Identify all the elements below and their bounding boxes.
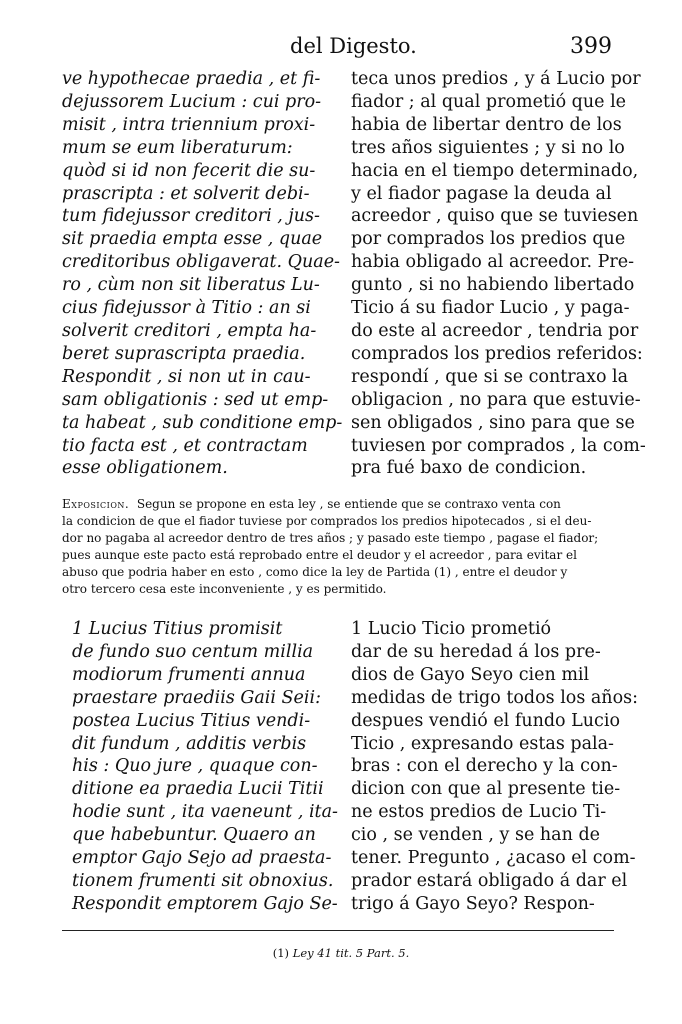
spanish-line: comprados los predios referidos: <box>351 343 643 364</box>
exposicion-first-line <box>62 496 620 513</box>
spanish-line: cio , se venden , y se han de <box>351 825 600 846</box>
spanish-line: prador estará obligado á dar el <box>351 870 628 891</box>
latin-line: ta habeat , sub conditione emp- <box>62 412 343 433</box>
latin-line: dit fundum , additis verbis <box>72 733 307 754</box>
latin-line: ditione ea praedia Lucii Titii <box>72 779 324 800</box>
latin-line: his : Quo jure , quaque con- <box>72 756 318 777</box>
exposicion-line: otro tercero cesa este inconveniente , y es permitido. <box>62 582 387 596</box>
spanish-line: dar de su heredad á los pre- <box>351 641 601 662</box>
footnote-divider <box>62 930 614 931</box>
exposicion-text: Segun se propone en esta ley , se entiende que se contraxo venta con <box>136 497 561 511</box>
spanish-line: bras : con el derecho y la con- <box>351 756 618 777</box>
spanish-line: ne estos predios de Lucio Ti- <box>351 802 607 823</box>
latin-line: ve hypothecae praedia , et fi- <box>62 69 321 89</box>
running-title: del Digesto. <box>290 34 417 58</box>
spanish-line: pra fué baxo de condicion. <box>351 458 587 479</box>
spanish-column-bottom <box>351 618 638 916</box>
spanish-line: y el fiador pagase la deuda al <box>351 183 612 204</box>
spanish-line: habia de libertar dentro de los <box>351 114 622 135</box>
spanish-line: Ticio á su fiador Lucio , y paga- <box>351 298 630 319</box>
latin-line: mum se eum liberaturum: <box>62 137 293 158</box>
spanish-line: medidas de trigo todos los años: <box>351 687 638 708</box>
spanish-line: sen obligados , sino para que se <box>351 412 635 433</box>
spanish-line: respondí , que si se contraxo la <box>351 366 629 387</box>
latin-line: sit praedia empta esse , quae <box>62 229 323 250</box>
latin-line: de fundo suo centum millia <box>72 641 314 662</box>
latin-line: modiorum frumenti annua <box>72 664 306 685</box>
spanish-line: teca unos predios , y á Lucio por <box>351 69 641 89</box>
latin-line: tum fidejussor creditori , jus- <box>62 206 320 227</box>
latin-line: solverit creditori , empta ha- <box>62 320 317 341</box>
latin-column-bottom <box>72 618 338 916</box>
spanish-line: obligacion , no para que estuvie- <box>351 389 641 410</box>
spanish-line: tres años siguientes ; y si no lo <box>351 137 625 158</box>
page-number: 399 <box>570 34 612 59</box>
latin-line: sam obligationis : sed ut emp- <box>62 389 329 410</box>
spanish-line: do este al acreedor , tendria por <box>351 320 639 341</box>
latin-line: quòd si id non fecerit die su- <box>62 160 316 181</box>
latin-line: que habebuntur. Quaero an <box>72 825 316 846</box>
footnote-text: Ley 41 tit. 5 Part. 5. <box>292 946 410 960</box>
latin-line: cius fidejussor à Titio : an si <box>62 298 311 319</box>
exposicion-line: abuso que podria haber en esto , como dice la ley de Partida (1) , entre el deudor y <box>62 565 568 579</box>
spanish-line: dios de Gayo Seyo cien mil <box>351 664 590 685</box>
latin-line: esse obligationem. <box>62 458 228 479</box>
spanish-line: acreedor , quiso que se tuviesen <box>351 206 639 227</box>
spanish-line: fiador ; al qual prometió que le <box>351 91 627 112</box>
latin-line: ro , cùm non sit liberatus Lu- <box>62 275 320 296</box>
spanish-line: hacia en el tiempo determinado, <box>351 160 639 181</box>
latin-line: tionem frumenti sit obnoxius. <box>72 870 334 891</box>
latin-line: tio facta est , et contractam <box>62 435 308 456</box>
spanish-line: por comprados los predios que <box>351 229 626 250</box>
spanish-line: trigo á Gayo Seyo? Respon- <box>351 893 595 914</box>
footnote-marker: (1) <box>272 946 290 960</box>
exposicion-line: la condicion de que el fiador tuviese por comprados los predios hipotecados , si el deu- <box>62 514 592 528</box>
latin-line: Respondit emptorem Gajo Se- <box>72 893 338 914</box>
spanish-line: habia obligado al acreedor. Pre- <box>351 252 634 273</box>
latin-line: dejussorem Lucium : cui pro- <box>62 91 322 112</box>
exposicion-line: dor no pagaba al acreedor dentro de tres años ; y pasado este tiempo , pagase el fiador; <box>62 531 599 545</box>
footnote <box>0 946 682 960</box>
spanish-column-top <box>351 68 646 480</box>
exposicion-line: pues aunque este pacto está reprobado entre el deudor y el acreedor , para evitar el <box>62 548 577 562</box>
spanish-line: gunto , si no habiendo libertado <box>351 275 635 296</box>
exposicion-commentary <box>62 496 620 598</box>
spanish-line: Ticio , expresando estas pala- <box>351 733 614 754</box>
latin-line: 1 Lucius Titius promisit <box>72 619 283 639</box>
latin-line: Respondit , si non ut in cau- <box>62 366 311 387</box>
spanish-line: despues vendió el fundo Lucio <box>351 710 620 731</box>
latin-line: emptor Gajo Sejo ad praesta- <box>72 848 332 869</box>
latin-line: hodie sunt , ita vaeneunt , ita- <box>72 802 338 823</box>
spanish-line: 1 Lucio Ticio prometió <box>351 619 552 639</box>
exposicion-label: Exposicion. <box>62 497 130 511</box>
latin-line: postea Lucius Titius vendi- <box>72 710 311 731</box>
latin-line: beret suprascripta praedia. <box>62 343 306 364</box>
spanish-line: tener. Pregunto , ¿acaso el com- <box>351 848 636 869</box>
spanish-line: tuviesen por comprados , la com- <box>351 435 646 456</box>
latin-column-top <box>62 68 342 480</box>
latin-line: praestare praediis Gaii Seii: <box>72 687 321 708</box>
latin-line: creditoribus obligaverat. Quae- <box>62 252 340 273</box>
latin-line: prascripta : et solverit debi- <box>62 183 310 204</box>
running-head <box>0 34 682 64</box>
spanish-line: dicion con que al presente tie- <box>351 779 621 800</box>
latin-line: misit , intra triennium proxi- <box>62 114 316 135</box>
